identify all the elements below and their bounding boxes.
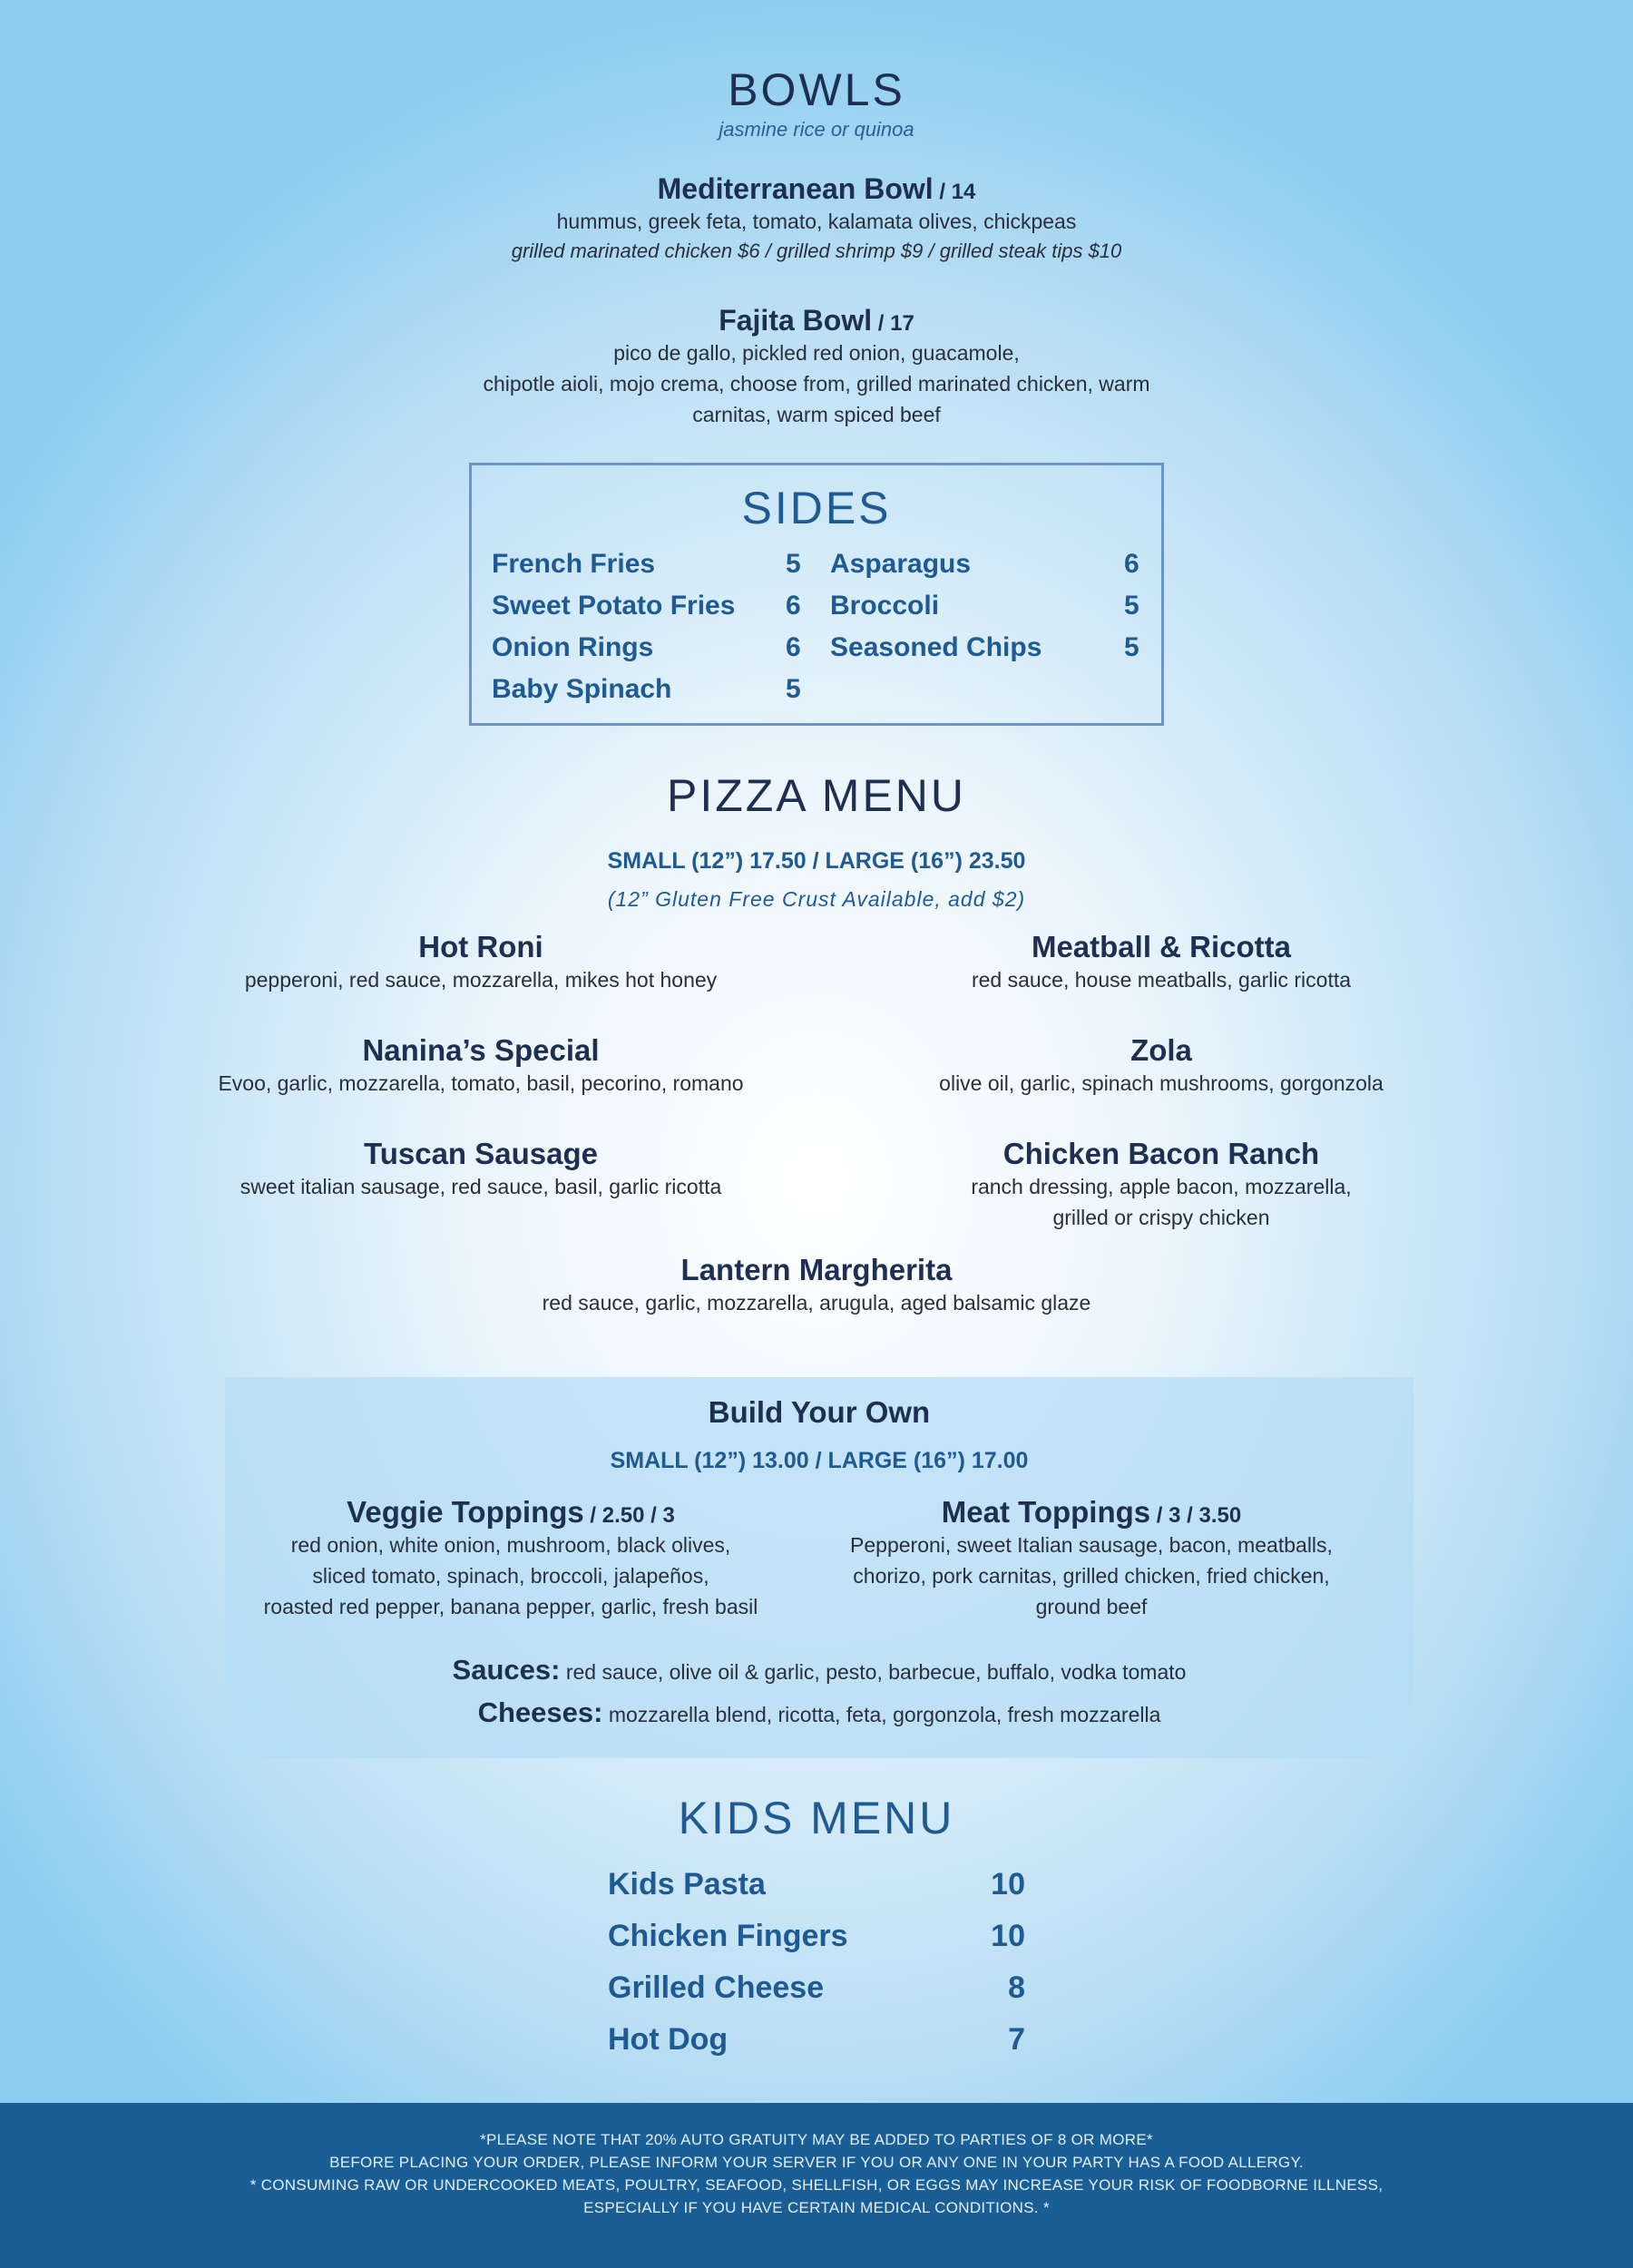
topping-line: sliced tomato, spinach, broccoli, jalapeños, <box>312 1564 709 1588</box>
pizza-item <box>844 1137 1479 1233</box>
side-price: 5 <box>786 674 801 704</box>
kids-item <box>608 1919 1025 1964</box>
side-item <box>830 549 1157 591</box>
build-your-own-price-line: SMALL (12”) 13.00 / LARGE (16”) 17.00 <box>610 1448 1029 1473</box>
topping-name: Veggie Toppings <box>347 1495 584 1529</box>
pizza-description: red sauce, house meatballs, garlic ricotta <box>971 968 1352 992</box>
side-name: Broccoli <box>830 591 940 621</box>
side-price: 6 <box>786 591 801 621</box>
footer-disclaimer <box>0 2103 1633 2268</box>
pizza-name: Meatball & Ricotta <box>1031 930 1292 963</box>
kids-item-name: Hot Dog <box>608 2022 728 2057</box>
side-name: Onion Rings <box>492 632 654 662</box>
kids-item <box>608 1970 1025 2016</box>
sides-title: SIDES <box>741 483 892 533</box>
pizza-description: red sauce, garlic, mozzarella, arugula, aged balsamic glaze <box>542 1291 1091 1315</box>
cheeses-line <box>225 1696 1413 1729</box>
side-price: 6 <box>1124 549 1139 579</box>
pizza-name: Lantern Margherita <box>680 1253 953 1286</box>
pizza-description: Evoo, garlic, mozzarella, tomato, basil, pecorino, romano <box>218 1071 744 1095</box>
side-name: Seasoned Chips <box>830 632 1042 662</box>
pizza-name: Nanina’s Special <box>362 1033 600 1067</box>
kids-menu-title: KIDS MENU <box>678 1793 955 1843</box>
cheeses-label: Cheeses: <box>477 1696 603 1728</box>
item-description-line: pico de gallo, pickled red onion, guacamole, <box>613 341 1020 365</box>
pizza-item <box>163 1137 798 1202</box>
side-name: Sweet Potato Fries <box>492 591 736 621</box>
build-your-own-title: Build Your Own <box>708 1395 931 1429</box>
side-item <box>492 549 818 591</box>
bowls-title: BOWLS <box>728 64 905 115</box>
side-name: French Fries <box>492 549 656 579</box>
side-price: 5 <box>786 549 801 579</box>
item-name: Mediterranean Bowl <box>657 172 934 205</box>
topping-line: Pepperoni, sweet Italian sausage, bacon, meatballs, <box>850 1533 1333 1557</box>
kids-item <box>608 2022 1025 2068</box>
item-description-line: carnitas, warm spiced beef <box>692 403 941 426</box>
side-price: 6 <box>786 632 801 662</box>
pizza-menu-title: PIZZA MENU <box>666 770 967 821</box>
pizza-item <box>844 1033 1479 1099</box>
side-price: 5 <box>1124 632 1139 662</box>
item-price: / 14 <box>933 180 976 204</box>
kids-item-price: 7 <box>1008 2022 1025 2057</box>
raw-food-warning: * CONSUMING RAW OR UNDERCOOKED MEATS, POULTRY, SEAFOOD, SHELLFISH, OR EGGS MAY INCREASE YOUR RISK OF FOODBORNE ILLNESS, <box>249 2176 1384 2194</box>
kids-item-name: Kids Pasta <box>608 1867 766 1901</box>
pizza-description: pepperoni, red sauce, mozzarella, mikes hot honey <box>244 968 718 992</box>
pizza-name: Hot Roni <box>418 930 543 963</box>
item-addons: grilled marinated chicken $6 / grilled shrimp $9 / grilled steak tips $10 <box>511 240 1122 262</box>
gratuity-note: *PLEASE NOTE THAT 20% AUTO GRATUITY MAY BE ADDED TO PARTIES OF 8 OR MORE* <box>480 2131 1153 2148</box>
side-name: Baby Spinach <box>492 674 672 704</box>
kids-item-price: 10 <box>991 1919 1025 1953</box>
topping-line: red onion, white onion, mushroom, black olives, <box>290 1533 731 1557</box>
pizza-name: Tuscan Sausage <box>364 1137 598 1170</box>
pizza-item <box>163 930 798 995</box>
topping-line: roasted red pepper, banana pepper, garlic, fresh basil <box>263 1595 758 1618</box>
sides-box <box>469 463 1164 726</box>
side-item <box>830 632 1157 674</box>
side-price: 5 <box>1124 591 1139 621</box>
pizza-price-line: SMALL (12”) 17.50 / LARGE (16”) 23.50 <box>607 848 1026 874</box>
topping-line: chorizo, pork carnitas, grilled chicken, fried chicken, <box>853 1564 1330 1588</box>
pizza-description: ranch dressing, apple bacon, mozzarella, <box>971 1175 1352 1198</box>
item-name: Fajita Bowl <box>719 304 873 337</box>
topping-price: / 2.50 / 3 <box>583 1503 675 1528</box>
menu-item-fajita-bowl <box>0 304 1633 430</box>
item-price: / 17 <box>872 311 914 336</box>
topping-price: / 3 / 3.50 <box>1150 1503 1242 1528</box>
kids-item-price: 8 <box>1008 1970 1025 2005</box>
pizza-name: Zola <box>1130 1033 1192 1067</box>
sauces-label: Sauces: <box>452 1654 561 1686</box>
pizza-description: olive oil, garlic, spinach mushrooms, gorgonzola <box>939 1071 1384 1095</box>
kids-item-name: Grilled Cheese <box>608 1970 825 2005</box>
cheeses-list: mozzarella blend, ricotta, feta, gorgonzola, fresh mozzarella <box>602 1703 1161 1726</box>
pizza-description: grilled or crispy chicken <box>1052 1206 1270 1229</box>
pizza-name: Chicken Bacon Ranch <box>1002 1137 1320 1170</box>
side-item <box>830 591 1157 632</box>
pizza-item <box>363 1253 1270 1318</box>
kids-item-name: Chicken Fingers <box>608 1919 848 1953</box>
meat-toppings <box>819 1495 1364 1622</box>
item-description: hummus, greek feta, tomato, kalamata olives, chickpeas <box>556 210 1077 233</box>
pizza-description: sweet italian sausage, red sauce, basil, garlic ricotta <box>240 1175 722 1198</box>
allergy-note: BEFORE PLACING YOUR ORDER, PLEASE INFORM YOUR SERVER IF YOU OR ANY ONE IN YOUR PARTY HAS A FOOD ALLERGY. <box>329 2154 1304 2171</box>
topping-name: Meat Toppings <box>941 1495 1151 1529</box>
raw-food-warning-cont: ESPECIALLY IF YOU HAVE CERTAIN MEDICAL CONDITIONS. * <box>583 2199 1050 2216</box>
sauces-list: red sauce, olive oil & garlic, pesto, barbecue, buffalo, vodka tomato <box>560 1660 1187 1684</box>
bowls-subtitle: jasmine rice or quinoa <box>719 118 914 141</box>
pizza-item <box>844 930 1479 995</box>
side-item <box>492 674 818 716</box>
sauces-line <box>225 1654 1413 1686</box>
kids-item-price: 10 <box>991 1867 1025 1901</box>
topping-line: ground beef <box>1035 1595 1148 1618</box>
kids-item <box>608 1867 1025 1912</box>
pizza-item <box>163 1033 798 1099</box>
veggie-toppings <box>225 1495 797 1622</box>
build-your-own-panel <box>225 1377 1413 1758</box>
bowls-section <box>0 64 1633 430</box>
side-name: Asparagus <box>830 549 972 579</box>
side-item <box>492 632 818 674</box>
gluten-free-note: (12” Gluten Free Crust Available, add $2) <box>607 887 1026 911</box>
item-description-line: chipotle aioli, mojo crema, choose from, grilled marinated chicken, warm <box>483 372 1150 396</box>
menu-item-mediterranean-bowl <box>0 172 1633 266</box>
side-item <box>492 591 818 632</box>
